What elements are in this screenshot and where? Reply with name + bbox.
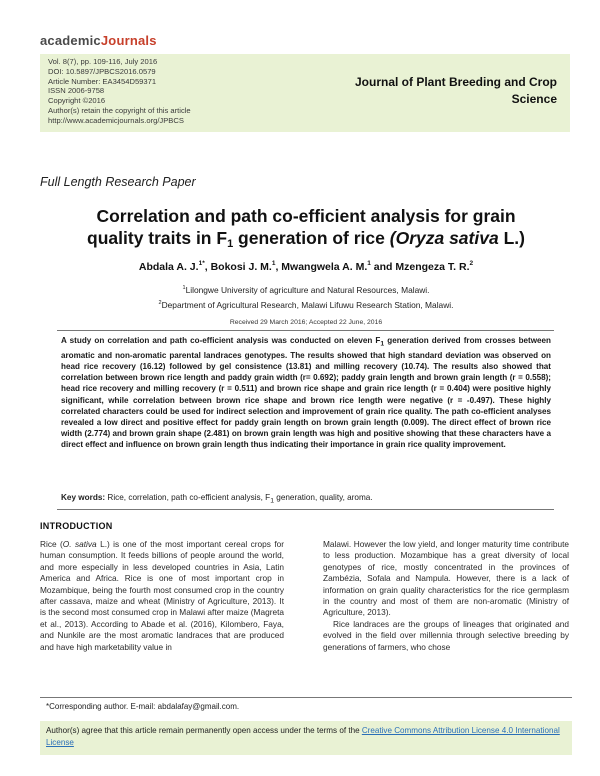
meta-doi[interactable]: DOI: 10.5897/JPBCS2016.0579 bbox=[48, 66, 156, 76]
meta-issn: ISSN 2006-9758 bbox=[48, 86, 105, 96]
affiliation-2-sup: 2 bbox=[158, 299, 162, 306]
body-column-left bbox=[40, 539, 284, 653]
author-3: , Mwangwela A. M. bbox=[275, 261, 368, 273]
author-list bbox=[40, 260, 572, 273]
abstract bbox=[61, 335, 551, 451]
footnote-divider bbox=[40, 697, 572, 698]
article-meta bbox=[48, 57, 288, 126]
keywords-subscript: 1 bbox=[270, 497, 274, 505]
affiliation-1-text: Lilongwe University of agriculture and Natural Resources, Malawi. bbox=[185, 285, 430, 295]
author-4: and Mzengeza T. R. bbox=[370, 261, 470, 273]
title-line2a: quality traits in F bbox=[87, 228, 228, 248]
logo-part-journals: Journals bbox=[100, 33, 157, 48]
intro-p1-a: Rice ( bbox=[40, 539, 63, 549]
affiliation-2-text: Department of Agricultural Research, Malawi Lifuwu Research Station, Malawi. bbox=[161, 299, 454, 310]
paper-title bbox=[40, 205, 572, 255]
body-column-right bbox=[323, 539, 569, 653]
author-2-sup: 1 bbox=[271, 260, 276, 267]
affiliations bbox=[40, 282, 572, 311]
publisher-logo bbox=[40, 33, 157, 48]
affiliation-2 bbox=[40, 297, 572, 312]
intro-paragraph-1-cont: Malawi. However the low yield, and longer maturity time contribute to less production. Mozambique has a great diversity of local genotypes of rice, mostly concentrated in the provinces of Zambézia, Sofala and Nampula. However, there is a lack of information on grain quality characteristics for the rice germplasm in the country and most of them are non-aromatic (Ministry of Agriculture, 2013). bbox=[323, 539, 569, 618]
intro-p1-species: O. sativa bbox=[62, 539, 97, 549]
journal-title-line1: Journal of Plant Breeding and Crop bbox=[354, 75, 557, 89]
author-2: , Bokosi J. M. bbox=[204, 261, 272, 273]
author-3-sup: 1 bbox=[367, 260, 371, 267]
keywords bbox=[61, 493, 551, 505]
meta-rights: Author(s) retain the copyright of this article bbox=[48, 105, 191, 115]
author-4-sup: 2 bbox=[469, 260, 474, 267]
keywords-part1: Rice, correlation, path co-efficient analysis, F bbox=[105, 493, 271, 502]
license-text: Author(s) agree that this article remain permanently open access under the terms of the bbox=[46, 726, 362, 735]
author-1-sup: 1* bbox=[198, 260, 205, 267]
received-dates: Received 29 March 2016; Accepted 22 June, 2016 bbox=[229, 319, 383, 326]
license-notice bbox=[46, 725, 566, 748]
abstract-part2: generation derived from crosses between aromatic and non-aromatic parental landraces genotypes. The results showed that high standard deviation was observed on head rice recovery (16.12) followed by gel consistence (13.81) and milling recovery (10.74). The results also showed that correlation between brown rice length and paddy grain width (r= 0.692); paddy grain length and brown grain length (r = 0.558); head rice recovery and milling recovery (r = 0.511) and brown rice shape and grain rice length (r = 0.404) were positive highly significant, while correlation between brown rice shape and brown rice length were negative (r = -0.497). These highly correlated characters could be used for indirect selection and improvement of grain rice quality. The path co-efficient analyses revealed a low direct and positive effect for paddy grain length on brown grain length (0.009). The direct effect of brown rice width (2.774) and brown grain shape (2.481) on brown grain length was high and positive showing that these characters have a direct effect and influence on brown grain length thus indicating their importance in grain rice quality improvement. bbox=[61, 336, 551, 450]
affiliation-1 bbox=[40, 282, 572, 297]
intro-p1-b: L.) is one of the most important cereal crops for human consumption. It feeds billions of people around the world, and more especially in less developed countries in Asia, Latin America and Africa. Rice is one of most important crop in Mozambique, being the fourth most consumed crop in the country after cassava, maize and wheat (Ministry of Agriculture, 2013). It is the second most consumed crop in Malawi after maize (Magreta et al., 2013). According to Abade et al. (2016), Kilombero, Faya, and Nunkile are the most aromatic landraces that are produced and have high marketability value in bbox=[40, 539, 284, 652]
corresponding-author: *Corresponding author. E-mail: abdalafay@gmail.com. bbox=[46, 702, 240, 711]
logo-part-academic: academic bbox=[40, 33, 101, 48]
journal-title-line2: Science bbox=[511, 92, 557, 106]
intro-paragraph-2: Rice landraces are the groups of lineages that originated and evolved in the field over millennia through selective breeding by generations of farmers, who chose bbox=[323, 618, 569, 652]
intro-paragraph-1 bbox=[40, 539, 284, 653]
title-species: (Oryza sativa bbox=[389, 228, 499, 248]
author-1: Abdala A. J. bbox=[138, 261, 199, 273]
keywords-label: Key words: bbox=[61, 493, 106, 502]
abstract-subscript: 1 bbox=[380, 340, 385, 348]
abstract-part1: A study on correlation and path co-efficient analysis was conducted on eleven F bbox=[61, 336, 381, 345]
meta-volume: Vol. 8(7), pp. 109-116, July 2016 bbox=[48, 57, 158, 66]
journal-title bbox=[307, 74, 557, 108]
affiliation-1-sup: 1 bbox=[182, 285, 186, 291]
title-line2b: generation of rice bbox=[233, 228, 390, 248]
meta-article-number: Article Number: EA3454D59371 bbox=[48, 76, 157, 86]
title-line2-end: L.) bbox=[498, 228, 525, 248]
introduction-heading: INTRODUCTION bbox=[40, 521, 113, 531]
meta-url-link[interactable]: http://www.academicjournals.org/JPBCS bbox=[48, 115, 184, 125]
keywords-part2: generation, quality, aroma. bbox=[274, 493, 373, 502]
title-line1: Correlation and path co-efficient analysis for grain bbox=[96, 206, 516, 226]
meta-copyright: Copyright ©2016 bbox=[48, 96, 106, 106]
paper-type: Full Length Research Paper bbox=[40, 175, 196, 189]
license-link[interactable]: Creative Commons Attribution License 4.0 International License bbox=[46, 726, 560, 747]
title-subscript: 1 bbox=[227, 238, 234, 250]
